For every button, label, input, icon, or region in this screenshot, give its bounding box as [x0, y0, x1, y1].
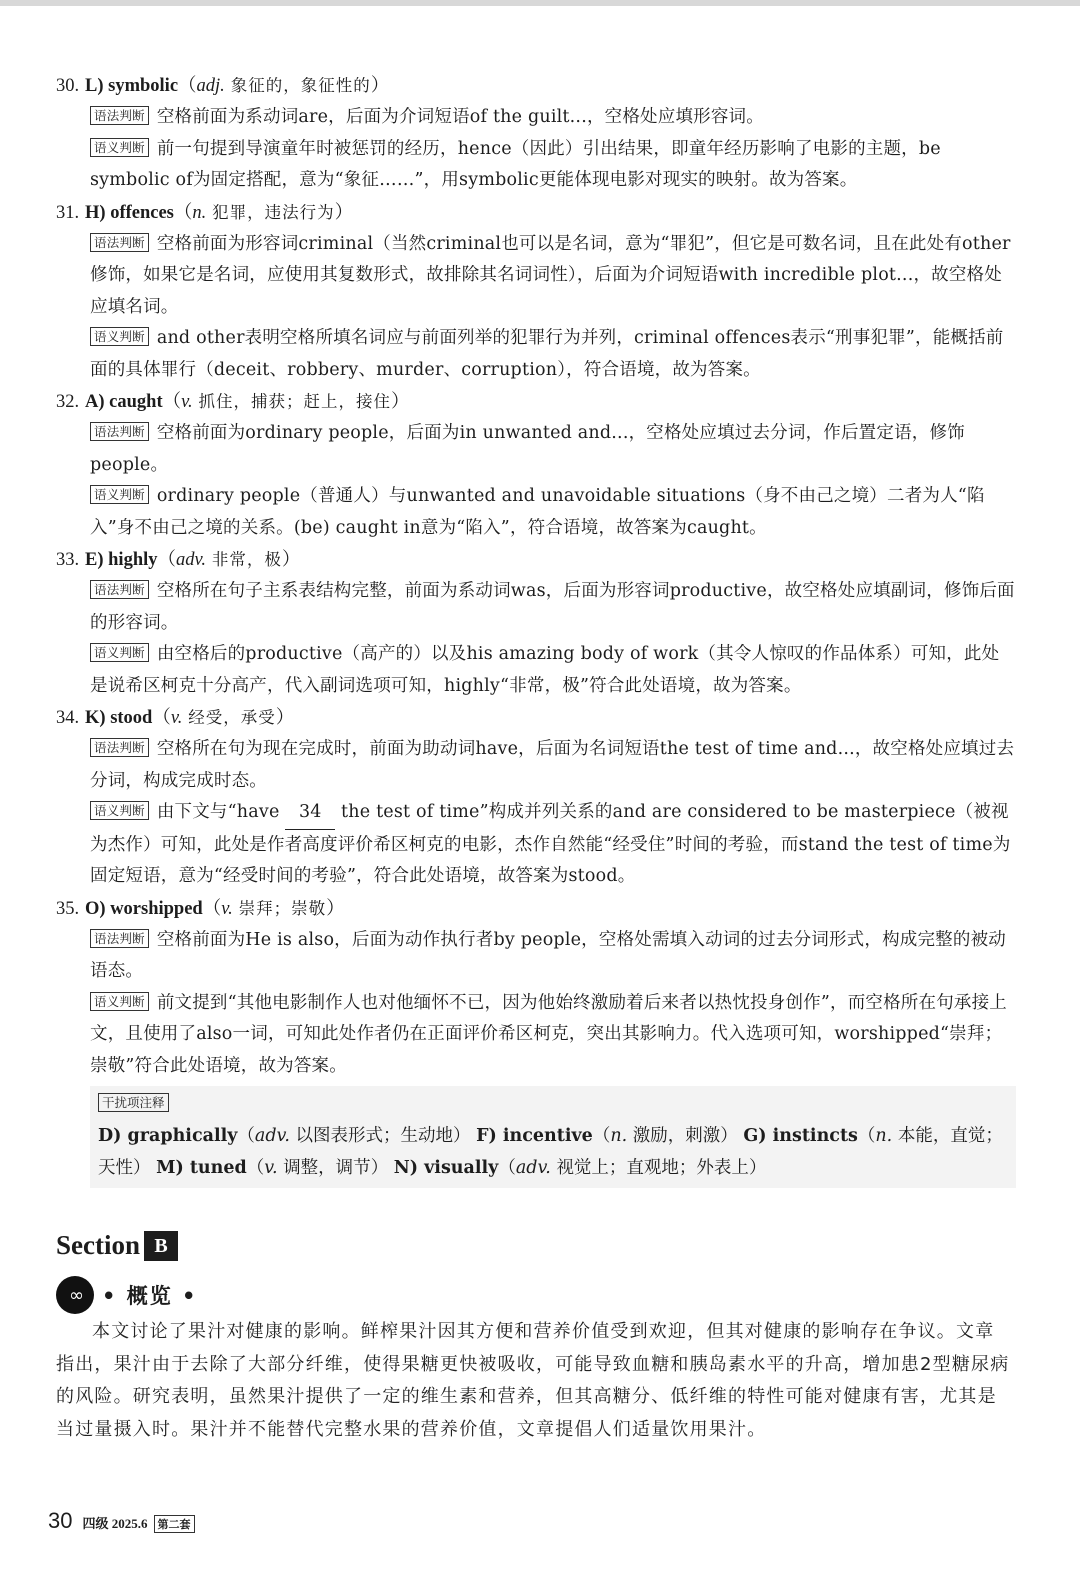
- semantic-tag: 语义判断: [90, 327, 149, 346]
- answer-heading: 34. K) stood（v. 经受，承受）: [56, 707, 295, 728]
- section-letter-badge: B: [144, 1231, 178, 1261]
- answer-word: A) caught: [85, 392, 163, 412]
- grammar-text: 空格前面为ordinary people，后面为in unwanted and...，空格处应填过去分词，作后置定语，修饰people。: [90, 423, 965, 475]
- distractor-tag: 干扰项注释: [98, 1093, 169, 1112]
- word-gloss: 抓住，捕获；赶上，接住: [198, 392, 391, 411]
- grammar-text: 空格前面为He is also，后面为动作执行者by people，空格处需填入动词的过去分词形式，构成完整的被动语态。: [90, 929, 1006, 981]
- grammar-text: 空格所在句为现在完成时，前面为助动词have，后面为名词短语the test of time and...，故空格处应填过去分词，构成完成时态。: [90, 739, 1015, 791]
- item-number: 32.: [56, 392, 80, 412]
- grammar-judgement: [90, 229, 1016, 324]
- distractor-item: F) incentive（n. 激励，刺激）: [476, 1126, 738, 1146]
- journal-name: 四级 2025.6: [82, 1516, 148, 1531]
- distractor-gloss: 视觉上；直观地；外表上: [556, 1158, 749, 1178]
- answer-item-34: [56, 702, 1016, 893]
- grammar-text: 空格前面为系动词are，后面为介词短语of the guilt...，空格处应填形容词。: [156, 107, 764, 127]
- distractor-item: D) graphically（adv. 以图表形式；生动地）: [98, 1126, 471, 1146]
- overview-heading: [56, 1276, 197, 1314]
- page-footer: [48, 1508, 195, 1534]
- item-number: 34.: [56, 708, 80, 728]
- distractor-word: F) incentive: [476, 1126, 593, 1146]
- answer-heading: 30. L) symbolic（adj. 象征的，象征性的）: [56, 75, 390, 96]
- distractor-word: G) instincts: [743, 1126, 858, 1146]
- grammar-tag: 语法判断: [90, 106, 149, 125]
- distractor-gloss: 调整，调节: [283, 1158, 371, 1178]
- grammar-judgement: [90, 925, 1016, 988]
- distractor-word: D) graphically: [98, 1126, 238, 1146]
- overview-title: • 概览 •: [102, 1284, 198, 1308]
- distractor-pos: n.: [875, 1126, 893, 1146]
- distractor-item: M) tuned（v. 调整，调节）: [156, 1158, 389, 1178]
- scan-top-edge: [0, 0, 1080, 6]
- distractor-pos: n.: [610, 1126, 628, 1146]
- semantic-tag: 语义判断: [90, 801, 149, 820]
- answer-heading: 33. E) highly（adv. 非常，极）: [56, 549, 301, 570]
- answer-item-30: [56, 70, 1016, 197]
- page-number: 30: [48, 1508, 73, 1533]
- semantic-judgement: [90, 323, 1016, 386]
- distractor-word: N) visually: [393, 1158, 499, 1178]
- grammar-judgement: [90, 734, 1016, 797]
- section-heading: [56, 1228, 178, 1263]
- semantic-text: ordinary people（普通人）与unwanted and unavoidable situations（身不由己之境）二者为人“陷入”身不由己之境的关系。(be) caught in意为“陷入”，符合语境，故答案为caught。: [90, 486, 985, 538]
- answer-item-32: [56, 386, 1016, 544]
- semantic-text-pre: 由下文与“have: [156, 802, 280, 822]
- semantic-tag: 语义判断: [90, 138, 149, 157]
- grammar-text: 空格前面为形容词criminal（当然criminal也可以是名词，意为“罪犯”，但它是可数名词，且在此处有other修饰，如果它是名词，应使用其复数形式，故排除其名词词性），后面为介词短语with incredible plot...，故空格处应填名词。: [90, 233, 1011, 317]
- answer-explanations: [56, 70, 1016, 1188]
- item-number: 33.: [56, 550, 80, 570]
- grammar-judgement: [90, 418, 1016, 481]
- grammar-tag: 语法判断: [90, 738, 149, 757]
- section-label: Section: [56, 1230, 140, 1260]
- word-gloss: 象征的，象征性的: [230, 76, 371, 95]
- part-of-speech: v.: [221, 898, 233, 919]
- distractor-list: [98, 1120, 1008, 1184]
- grammar-tag: 语法判断: [90, 929, 149, 948]
- distractor-pos: adv.: [254, 1126, 290, 1146]
- item-number: 30.: [56, 76, 80, 96]
- distractor-item: N) visually（adv. 视觉上；直观地；外表上）: [393, 1158, 767, 1178]
- issue-badge: 第二套: [154, 1515, 195, 1533]
- grammar-judgement: [90, 576, 1016, 639]
- distractor-pos: adv.: [515, 1158, 551, 1178]
- grammar-judgement: [90, 102, 1016, 134]
- word-gloss: 经受，承受: [188, 708, 276, 727]
- answer-word: K) stood: [85, 708, 153, 728]
- answer-heading: 35. O) worshipped（v. 崇拜；崇敬）: [56, 897, 345, 919]
- answer-item-33: [56, 544, 1016, 702]
- answer-word: L) symbolic: [85, 76, 179, 96]
- semantic-judgement: [90, 481, 1016, 544]
- semantic-text: 前一句提到导演童年时被惩罚的经历，hence（因此）引出结果，即童年经历影响了电影的主题，be symbolic of为固定搭配，意为“象征……”，用symbolic更能体现电影对现实的映射。故为答案。: [90, 138, 941, 190]
- distractor-gloss: 激励，刺激: [632, 1126, 721, 1146]
- answer-word: E) highly: [85, 550, 158, 570]
- semantic-judgement: [90, 797, 1016, 893]
- part-of-speech: adj.: [196, 76, 225, 96]
- answer-heading: 32. A) caught（v. 抓住，捕获；赶上，接住）: [56, 391, 410, 412]
- grammar-text: 空格所在句子主系表结构完整，前面为系动词was，后面为形容词productive，故空格处应填副词，修饰后面的形容词。: [90, 581, 1015, 633]
- part-of-speech: v.: [170, 708, 183, 728]
- answer-item-35: [56, 893, 1016, 1083]
- answer-word: O) worshipped: [85, 898, 203, 919]
- distractor-gloss: 本能，直觉；天性: [98, 1126, 1003, 1178]
- semantic-tag: 语义判断: [90, 485, 149, 504]
- word-gloss: 非常，极: [211, 550, 282, 569]
- item-number: 31.: [56, 202, 80, 223]
- semantic-tag: 语义判断: [90, 643, 149, 662]
- semantic-text: the test of time”构成并列关系的and are considered to be masterpiece（被视为杰作）可知，此处是作者高度评价希区柯克的电影，杰作自然能“经受住”时间的考验，而stand the test of time为固定短语，意为“经受时间的考验”，符合此处语境，故答案为stood。: [90, 802, 1011, 886]
- semantic-text: 由空格后的productive（高产的）以及his amazing body of work（其令人惊叹的作品体系）可知，此处是说希区柯克十分高产，代入副词选项可知，highly“非常，极”符合此处语境，故为答案。: [90, 644, 1000, 696]
- semantic-judgement: [90, 134, 1016, 197]
- distractor-notes: [90, 1086, 1016, 1188]
- semantic-text: 前文提到“其他电影制作人也对他缅怀不已，因为他始终激励着后来者以热忱投身创作”，而空格所在句承接上文，且使用了also一词，可知此处作者仍在正面评价希区柯克，突出其影响力。代入选项可知，worshipped“崇拜；崇敬”符合此处语境，故为答案。: [90, 992, 1008, 1076]
- distractor-pos: v.: [264, 1158, 278, 1178]
- item-number: 35.: [56, 898, 80, 919]
- answer-word: H) offences: [85, 202, 174, 223]
- semantic-judgement: [90, 639, 1016, 702]
- semantic-tag: 语义判断: [90, 992, 149, 1011]
- blank-34: 34: [285, 797, 335, 830]
- glasses-icon: ∞: [56, 1276, 94, 1314]
- part-of-speech: adv.: [176, 550, 206, 570]
- grammar-tag: 语法判断: [90, 580, 149, 599]
- distractor-word: M) tuned: [156, 1158, 247, 1178]
- word-gloss: 犯罪，违法行为: [212, 202, 335, 222]
- distractor-gloss: 以图表形式；生动地: [295, 1126, 454, 1146]
- part-of-speech: v.: [181, 392, 193, 412]
- semantic-judgement: [90, 988, 1016, 1083]
- distractor-item: G) instincts（n. 本能，直觉；天性）: [98, 1126, 1003, 1178]
- part-of-speech: n.: [192, 202, 207, 223]
- grammar-tag: 语法判断: [90, 233, 149, 252]
- grammar-tag: 语法判断: [90, 422, 149, 441]
- overview-text: 本文讨论了果汁对健康的影响。鲜榨果汁因其方便和营养价值受到欢迎，但其对健康的影响存在争议。文章指出，果汁由于去除了大部分纤维，使得果糖更快被吸收，可能导致血糖和胰岛素水平的升高，增加患2型糖尿病的风险。研究表明，虽然果汁提供了一定的维生素和营养，但其高糖分、低纤维的特性可能对健康有害，尤其是当过量摄入时。果汁并不能替代完整水果的营养价值，文章提倡人们适量饮用果汁。: [56, 1321, 1010, 1440]
- semantic-text: and other表明空格所填名词应与前面列举的犯罪行为并列，criminal offences表示“刑事犯罪”，能概括前面的具体罪行（deceit、robbery、murder、corruption），符合语境，故为答案。: [90, 328, 1004, 380]
- answer-heading: 31. H) offences（n. 犯罪，违法行为）: [56, 201, 354, 223]
- word-gloss: 崇拜；崇敬: [238, 898, 327, 918]
- answer-item-31: [56, 197, 1016, 387]
